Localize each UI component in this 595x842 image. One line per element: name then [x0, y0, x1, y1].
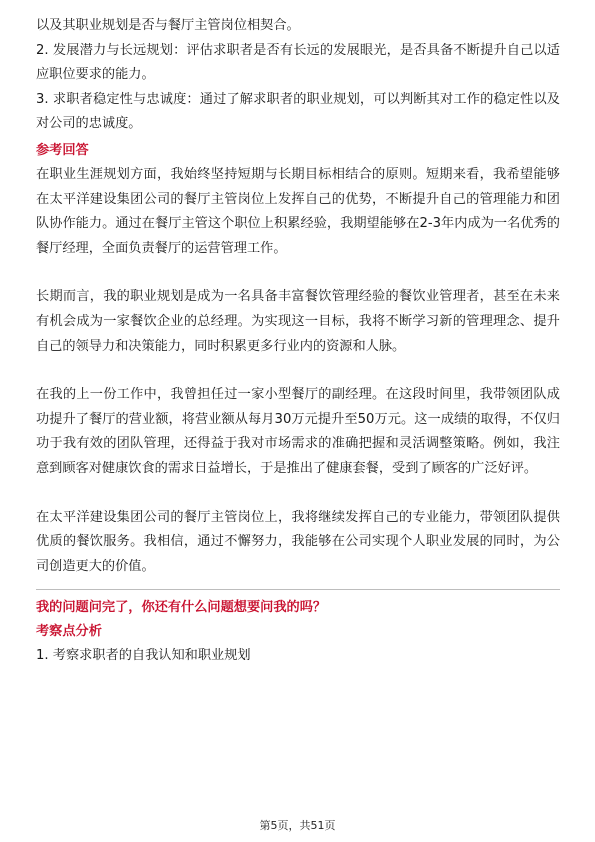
criterion-item: 3. 求职者稳定性与忠诚度：通过了解求职者的职业规划，可以判断其对工作的稳定性以及对公司的忠诚度。 [36, 91, 560, 132]
answer-paragraph: 长期而言，我的职业规划是成为一名具备丰富餐饮管理经验的餐饮业管理者，甚至在未来有机会成为一家餐饮企业的总经理。为实现这一目标，我将不断学习新的管理理念、提升自己的领导力和决策能力，同时积累更多行业内的资源和人脉。 [36, 289, 560, 354]
intro-tail-text: 以及其职业规划是否与餐厅主管岗位相契合。 [36, 18, 300, 33]
analysis-heading: 考察点分析 [36, 624, 102, 640]
page-footer: 第5页，共51页 [259, 819, 336, 832]
question-title: 我的问题问完了，你还有什么问题想要问我的吗？ [36, 600, 327, 616]
answer-heading: 参考回答 [36, 142, 89, 158]
answer-paragraph: 在职业生涯规划方面，我始终坚持短期与长期目标相结合的原则。短期来看，我希望能够在太平洋建设集团公司的餐厅主管岗位上发挥自己的优势，不断提升自己的管理能力和团队协作能力。通过在餐厅主管这个职位上积累经验，我期望能够在2-3年内成为一名优秀的餐厅经理，全面负责餐厅的运营管理工作。 [36, 166, 560, 256]
criterion-item: 2. 发展潜力与长远规划：评估求职者是否有长远的发展眼光，是否具备不断提升自己以适应职位要求的能力。 [36, 42, 560, 83]
analysis-point: 1. 考察求职者的自我认知和职业规划 [36, 648, 251, 664]
answer-paragraph: 在我的上一份工作中，我曾担任过一家小型餐厅的副经理。在这段时间里，我带领团队成功提升了餐厅的营业额，将营业额从每月30万元提升至50万元。这一成绩的取得，不仅归功于我有效的团队管理，还得益于我对市场需求的准确把握和灵活调整策略。例如，我注意到顾客对健康饮食的需求日益增长，于是推出了健康套餐，受到了顾客的广泛好评。 [36, 387, 560, 476]
section-divider [36, 589, 560, 590]
answer-paragraph: 在太平洋建设集团公司的餐厅主管岗位上，我将继续发挥自己的专业能力，带领团队提供优质的餐饮服务。我相信，通过不懈努力，我能够在公司实现个人职业发展的同时，为公司创造更大的价值。 [36, 509, 560, 574]
page-content [36, 14, 560, 669]
